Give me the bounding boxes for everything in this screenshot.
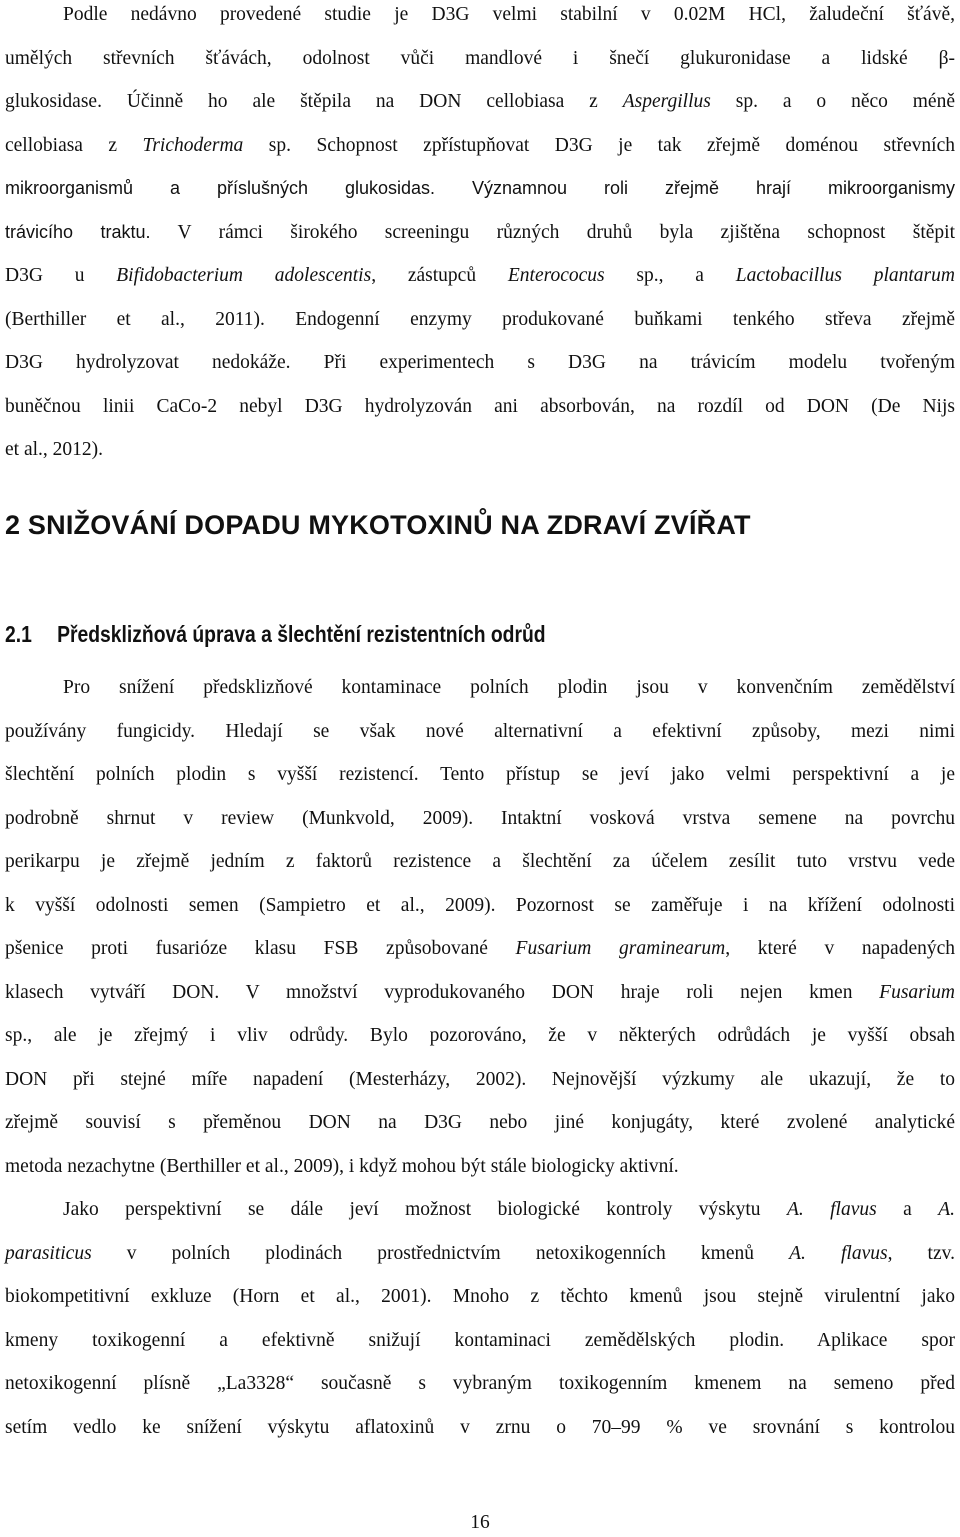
text-line bbox=[5, 80, 955, 124]
chapter-heading: 2 SNIŽOVÁNÍ DOPADU MYKOTOXINŮ NA ZDRAVÍ ZVÍŘAT bbox=[5, 510, 751, 540]
paragraph-biocontrol bbox=[5, 1188, 955, 1449]
species-name: Bifidobacterium adolescentis bbox=[116, 265, 372, 286]
text-run: , tzv. bbox=[887, 1242, 955, 1264]
text-line bbox=[5, 124, 955, 168]
text-line: et al., 2012). bbox=[5, 439, 104, 460]
paragraph-d3g-stability bbox=[5, 0, 955, 472]
species-name: Trichoderma bbox=[142, 134, 244, 156]
text-run: trávicího traktu. bbox=[5, 221, 151, 242]
text-run: sp., a bbox=[604, 265, 736, 286]
text-run: sp. a o něco méně bbox=[710, 91, 955, 112]
text-line: podrobně shrnut v review (Munkvold, 2009). Intaktní vosková vrstva semene na povrchu bbox=[5, 807, 955, 829]
section-title: Předsklizňová úprava a šlechtění rezistentních odrůd bbox=[57, 621, 546, 647]
section-heading bbox=[5, 621, 546, 648]
text-line: Podle nedávno provedené studie je D3G velmi stabilní v 0.02M HCl, žaludeční šťávě, bbox=[63, 4, 955, 25]
text-line: metoda nezachytne (Berthiller et al., 2009), i když mohou být stále biologicky aktivní. bbox=[5, 1155, 679, 1177]
text-run: D3G u bbox=[5, 265, 117, 286]
species-name: A. bbox=[938, 1199, 955, 1220]
text-run: v polních plodinách prostřednictvím netoxikogenních kmenů bbox=[91, 1242, 790, 1264]
text-line: k vyšší odolnosti semen (Sampietro et al., 2009). Pozornost se zaměřuje i na křížení odolnosti bbox=[5, 894, 955, 916]
text-run: mikroorganismů a příslušných glukosidas. bbox=[5, 178, 436, 198]
text-run: pšenice proti fusarióze klasu FSB způsobované bbox=[5, 938, 516, 959]
paragraph-preharvest bbox=[5, 666, 955, 1188]
text-line bbox=[5, 211, 955, 255]
text-line: biokompetitivní exkluze (Horn et al., 2001). Mnoho z těchto kmenů jsou stejně virulentní jako bbox=[5, 1286, 955, 1307]
text-line: kmeny toxikogenní a efektivně snižují kontaminaci zemědělských plodin. Aplikace spor bbox=[5, 1329, 955, 1351]
text-run: Jako perspektivní se dále jeví možnost biologické kontroly výskytu bbox=[63, 1199, 787, 1220]
text-line: zřejmě souvisí s přeměnou DON na D3G nebo jiné konjugáty, které zvolené analytické bbox=[5, 1112, 955, 1133]
text-run: a bbox=[876, 1199, 939, 1220]
text-run: cellobiasa z bbox=[5, 134, 143, 156]
text-run: , které v napadených bbox=[725, 938, 956, 959]
text-line bbox=[5, 971, 955, 1015]
text-line: šlechtění polních plodin s vyšší rezistencí. Tento přístup se jeví jako velmi perspektivní a je bbox=[5, 764, 955, 785]
text-run: glukosidase. Účinně ho ale štěpila na DON cellobiasa z bbox=[5, 91, 623, 112]
text-line bbox=[5, 167, 955, 211]
text-line: umělých střevních šťávách, odolnost vůči mandlové i šnečí glukuronidase a lidské β- bbox=[5, 47, 955, 69]
text-line: netoxikogenní plísně „La3328“ současně s vybraným toxikogenním kmenem na semeno před bbox=[5, 1373, 955, 1394]
text-run: V rámci širokého screeningu různých druhů byla zjištěna schopnost štěpit bbox=[150, 221, 955, 243]
text-line: DON při stejné míře napadení (Mesterházy, 2002). Nejnovější výzkumy ale ukazují, že to bbox=[5, 1068, 955, 1090]
text-run: klasech vytváří DON. V množství vyprodukovaného DON hraje roli nejen kmen bbox=[5, 981, 880, 1003]
species-name: Enterococus bbox=[507, 265, 605, 286]
text-line bbox=[5, 254, 955, 298]
species-name: Lactobacillus plantarum bbox=[735, 265, 955, 286]
page-number: 16 bbox=[470, 1512, 490, 1533]
text-line: perikarpu je zřejmě jedním z faktorů rezistence a šlechtění za účelem zesílit tuto vrstvu vede bbox=[5, 851, 955, 872]
text-line: používány fungicidy. Hledají se však nové alternativní a efektivní způsoby, mezi nimi bbox=[5, 720, 955, 742]
text-line: (Berthiller et al., 2011). Endogenní enzymy produkované buňkami tenkého střeva zřejmě bbox=[5, 308, 955, 330]
text-run: sp. Schopnost zpřístupňovat D3G je tak zřejmě doménou střevních bbox=[243, 134, 955, 156]
text-line: Pro snížení předsklizňové kontaminace polních plodin jsou v konvenčním zemědělství bbox=[63, 677, 955, 698]
species-name: A. flavus bbox=[786, 1199, 877, 1220]
text-line: D3G hydrolyzovat nedokáže. Při experimentech s D3G na trávicím modelu tvořeným bbox=[5, 352, 955, 373]
species-name: Fusarium bbox=[879, 981, 955, 1003]
text-line bbox=[5, 1232, 955, 1276]
text-line: sp., ale je zřejmý i vliv odrůdy. Bylo pozorováno, že v některých odrůdách je vyšší obsah bbox=[5, 1025, 955, 1046]
text-run: Významnou roli zřejmě hrají mikroorganismy bbox=[435, 178, 955, 198]
species-name: Aspergillus bbox=[622, 91, 711, 112]
text-line bbox=[5, 927, 955, 971]
species-name: parasiticus bbox=[5, 1242, 92, 1264]
text-line bbox=[5, 1188, 955, 1232]
section-number: 2.1 bbox=[5, 621, 32, 647]
text-run: , zástupců bbox=[371, 265, 508, 286]
species-name: A. flavus bbox=[789, 1242, 888, 1264]
text-line: setím vedlo ke snížení výskytu aflatoxinů v zrnu o 70–99 % ve srovnání s kontrolou bbox=[5, 1416, 955, 1438]
species-name: Fusarium graminearum bbox=[515, 938, 726, 959]
text-line: buněčnou linii CaCo-2 nebyl D3G hydrolyzován ani absorbován, na rozdíl od DON (De Nijs bbox=[5, 395, 955, 417]
